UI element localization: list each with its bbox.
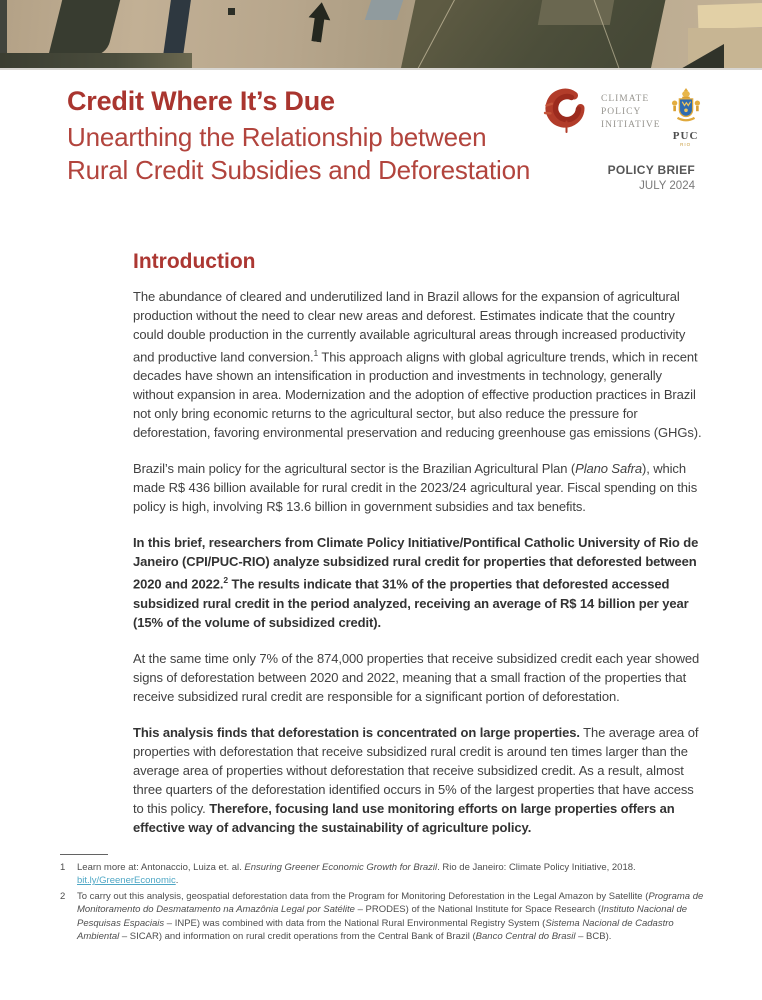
puc-crest-icon: [669, 88, 703, 124]
brief-type-label: POLICY BRIEF: [607, 163, 695, 177]
footnote-2: [60, 890, 712, 944]
brief-meta: [543, 163, 695, 192]
text-segment: .: [175, 875, 179, 887]
brief-date-label: JULY 2024: [639, 180, 695, 192]
puc-rio-logo: [669, 88, 703, 147]
banner-field-patch: [48, 0, 121, 56]
footnote-text: [77, 861, 712, 888]
text-segment: – SICAR) and information on rural credit operations from the Central Bank of Brazil (: [119, 931, 476, 943]
puc-sub-label: RIO: [680, 142, 692, 147]
footnote-number: 1: [60, 861, 66, 873]
text-segment: Therefore, focusing land use monitoring efforts on large properties offers an effective way of advancing the sustainability of agriculture policy.: [133, 800, 675, 835]
logos-row: [543, 88, 699, 147]
text-segment: Plano Safra: [575, 461, 642, 477]
banner-field-patch: [698, 3, 762, 29]
banner-field-patch: [228, 8, 235, 15]
footnote-ref: 1: [313, 348, 319, 358]
document-body: [60, 250, 704, 946]
cpi-wordmark-line1: CLIMATE: [601, 94, 650, 104]
section-heading-introduction: Introduction: [133, 250, 256, 273]
intro-paragraph-3: [133, 533, 703, 631]
report-title: Credit Where It’s Due: [67, 86, 335, 116]
text-segment: Brazil’s main policy for the agricultural sector is the Brazilian Agricultural Plan (: [133, 461, 576, 477]
footnote-1: [60, 861, 712, 888]
report-subtitle-line2: Rural Credit Subsidies and Deforestation: [67, 155, 531, 185]
text-segment: ), which made R$ 436 billion available for rural credit in the 2023/24 agricultural year. Fiscal spending on this policy is high, involving R$ 13.6 billion in government subsidies and tax benefits.: [133, 461, 698, 515]
footnote-separator: [60, 854, 108, 855]
cpi-wordmark-line3: INITIATIVE: [601, 120, 661, 130]
masthead: [67, 86, 699, 236]
text-segment: Learn more at: Antonaccio, Luiza et. al.: [77, 861, 245, 873]
footnotes-section: [60, 854, 712, 944]
text-segment: The abundance of cleared and underutilized land in Brazil allows for the expansion of agricultural production without the need to clear new areas and deforest. Estimates indicate that the country could double production in the currently available agricultural areas through increased productivity and productive land conversion.: [133, 289, 686, 365]
footnote-number: 2: [60, 890, 66, 902]
aerial-farmland-banner-image: [0, 0, 762, 70]
banner-field-patch: [305, 1, 332, 44]
cpi-wordmark-line2: POLICY: [601, 107, 642, 117]
brand-block: [543, 88, 699, 192]
banner-field-patch: [399, 0, 667, 70]
text-segment: – BCB).: [575, 931, 612, 943]
report-subtitle-line1: Unearthing the Relationship between: [67, 122, 487, 152]
text-segment: Instituto Nacional de Pesquisas Espaciais: [77, 904, 688, 929]
text-segment: The average area of properties with deforestation that receive subsidized rural credit is around ten times larger than the average area of properties without deforestation that receive subsidized credit. As a result, almost three quarters of the deforestation identified occurs in 5% of the largest properties that have access to this policy.: [133, 724, 699, 816]
text-segment: This approach aligns with global agriculture trends, which in recent decades have shown an intensification in production and investments in technology, generally without expansion in area. Modernization and the adoption of effective production practices in Brazil not only bring economic returns to the agricultural sector, but also reduce the pressure for deforestation, favoring environmental preservation and reducing greenhouse gas emissions (GHGs).: [133, 349, 702, 441]
puc-label: PUC: [672, 130, 699, 142]
text-segment: The results indicate that 31% of the properties that deforested accessed subsidized rural credit in the period analyzed, receiving an average of R$ 14 billion per year (15% of the volume of subsidized credit).: [133, 576, 689, 630]
intro-paragraph-2: [133, 459, 703, 516]
text-segment: This analysis finds that deforestation is concentrated on large properties.: [133, 724, 580, 740]
text-segment: Programa de Monitoramento do Desmatamento na Amazônia Legal por Satélite: [77, 890, 704, 916]
banner-field-patch: [0, 53, 192, 70]
greener-economic-link[interactable]: bit.ly/GreenerEconomic: [77, 875, 176, 887]
cpi-swirl-logo-icon: [543, 88, 589, 136]
cpi-wordmark: [601, 88, 661, 132]
footnote-ref: 2: [223, 575, 229, 586]
text-segment: Ensuring Greener Economic Growth for Brazil: [244, 861, 438, 873]
text-segment: – INPE) was combined with data from the National Rural Environmental Registry System (: [164, 917, 546, 929]
text-segment: In this brief, researchers from Climate Policy Initiative/Pontifical Catholic University of Rio de Janeiro (CPI/PUC-RIO) analyze subsidized rural credit for properties that deforested between 2020 and 2022.: [133, 535, 699, 592]
text-segment: At the same time only 7% of the 874,000 properties that receive subsidized credit each year showed signs of deforestation between 2020 and 2022, meaning that a small fraction of the properties that receive subsidized rural credit are responsible for a significant portion of deforestation.: [133, 650, 700, 704]
text-segment: Banco Central do Brasil: [475, 931, 576, 943]
intro-paragraph-5: [133, 723, 703, 837]
text-segment: Sistema Nacional de Cadastro Ambiental: [77, 917, 674, 943]
text-segment: To carry out this analysis, geospatial deforestation data from the Program for Monitoring Deforestation in the Legal Amazon by Satellite (: [77, 890, 649, 902]
banner-field-patch: [0, 0, 7, 60]
intro-paragraph-4: [133, 649, 703, 706]
text-segment: . Rio de Janeiro: Climate Policy Initiative, 2018.: [437, 861, 636, 873]
footnote-text: [77, 890, 712, 944]
intro-paragraph-1: [133, 287, 703, 442]
text-segment: – PRODES) of the National Institute for Space Research (: [354, 904, 602, 916]
banner-field-patch: [365, 0, 403, 20]
